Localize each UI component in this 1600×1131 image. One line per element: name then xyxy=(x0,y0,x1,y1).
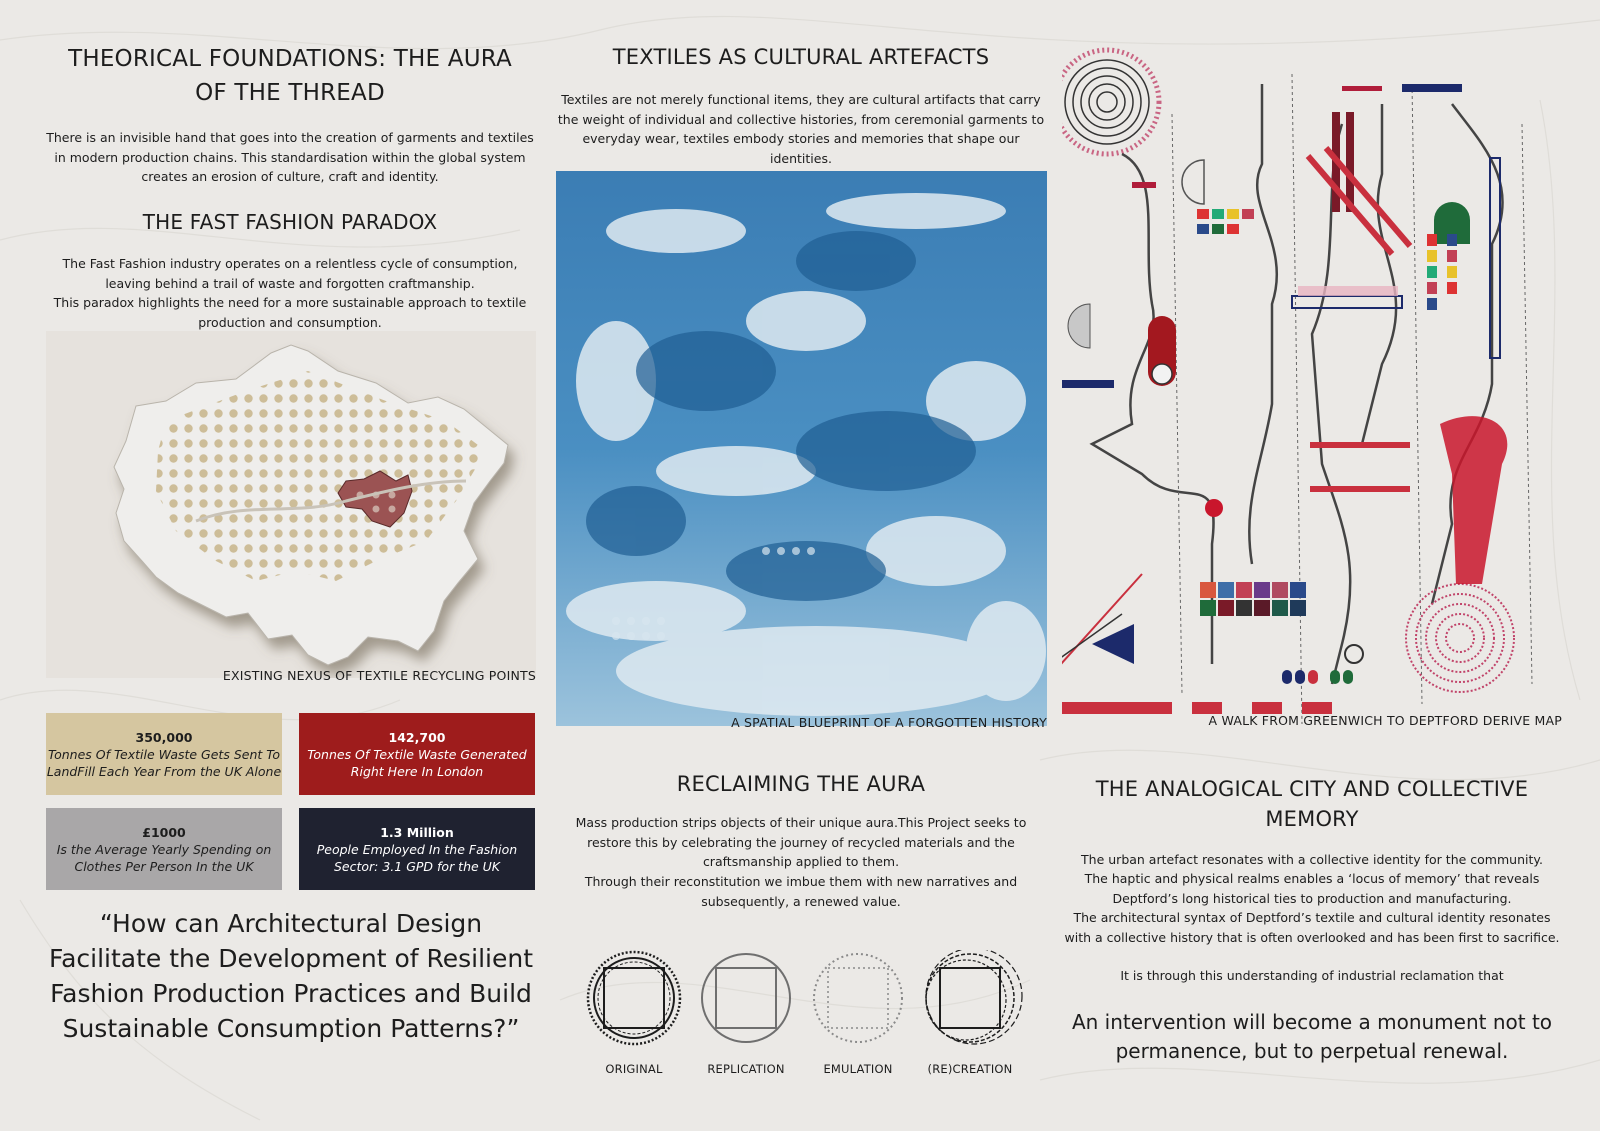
aura-circles-diagram xyxy=(566,950,1046,1050)
cyanotype-graphic xyxy=(556,171,1047,726)
original-circle-icon xyxy=(588,952,680,1044)
paradox-paragraph-2: This paradox highlights the need for a more sustainable approach to textile production and consumption. xyxy=(53,295,527,330)
stat-value: 1.3 Million xyxy=(380,824,454,840)
stat-label: Is the Average Yearly Spending on Clothes Per Person In the UK xyxy=(56,841,272,874)
london-map-graphic xyxy=(46,331,536,678)
circle-label-recreation: (RE)CREATION xyxy=(927,1062,1013,1076)
reclaiming-heading: RECLAIMING THE AURA xyxy=(676,772,926,796)
stat-box xyxy=(46,713,282,795)
stat-value: 350,000 xyxy=(135,729,193,745)
circle-label-replication: REPLICATION xyxy=(707,1062,785,1076)
stat-label: Tonnes Of Textile Waste Generated Right Here In London xyxy=(307,746,527,779)
research-question: “How can Architectural Design Facilitate the Development of Resilient Fashion Production Practices and Build Sustainable Consumption Patterns?” xyxy=(48,909,534,1043)
stat-box xyxy=(299,713,535,795)
pink-spiral-icon xyxy=(1406,584,1514,692)
derive-map xyxy=(1062,44,1562,724)
derive-map-caption: A WALK FROM GREENWICH TO DEPTFORD DERIVE MAP xyxy=(1208,713,1562,728)
analogical-paragraph-2: The haptic and physical realms enables a ‘locus of memory’ that reveals Deptford’s long historical ties to production and manufacturing. xyxy=(1084,871,1540,906)
page-title: THEORICAL FOUNDATIONS: THE AURA OF THE THREAD xyxy=(68,46,512,106)
cyanotype-caption: A SPATIAL BLUEPRINT OF A FORGOTTEN HISTORY xyxy=(731,715,1047,730)
fast-fashion-heading: THE FAST FASHION PARADOX xyxy=(142,210,438,234)
stat-value: 142,700 xyxy=(388,729,446,745)
analogical-paragraph-4: It is through this understanding of industrial reclamation that xyxy=(1120,968,1504,983)
stat-box xyxy=(299,808,535,890)
stat-label: People Employed In the Fashion Sector: 3.1 GPD for the UK xyxy=(316,841,518,874)
analogical-city-heading: THE ANALOGICAL CITY AND COLLECTIVE MEMORY xyxy=(1095,777,1529,831)
closing-statement: An intervention will become a monument not to permanence, but to perpetual renewal. xyxy=(1071,1010,1553,1063)
analogical-paragraph-3: The architectural syntax of Deptford’s textile and cultural identity resonates with a collective history that is often overlooked and has been first to sacrifice. xyxy=(1064,910,1560,945)
colour-swatches-grid xyxy=(1200,582,1306,616)
stat-box xyxy=(46,808,282,890)
map-caption: EXISTING NEXUS OF TEXTILE RECYCLING POINTS xyxy=(222,668,536,683)
emulation-circle-icon xyxy=(814,954,902,1042)
reclaiming-paragraph: Mass production strips objects of their unique aura.This Project seeks to restore this by celebrating the journey of recycled materials and the craftsmanship applied to them. xyxy=(575,815,1027,869)
recreation-circle-icon xyxy=(926,950,1022,1044)
textiles-heading: TEXTILES AS CULTURAL ARTEFACTS xyxy=(612,45,990,69)
replication-circle-icon xyxy=(702,954,790,1042)
textiles-paragraph: Textiles are not merely functional items, they are cultural artifacts that carry the weight of individual and collective histories, from ceremonial garments to everyday wear, textiles embody stories and memories that shape our identities. xyxy=(557,92,1045,166)
spiral-motif-icon xyxy=(1065,60,1149,144)
reclaiming-paragraph-2: Through their reconstitution we imbue them with new narratives and subsequently, a renewed value. xyxy=(584,874,1018,909)
circle-label-emulation: EMULATION xyxy=(823,1062,893,1076)
cyanotype-image xyxy=(556,171,1047,726)
analogical-paragraph-1: The urban artefact resonates with a collective identity for the community. xyxy=(1081,852,1543,867)
paradox-paragraph: The Fast Fashion industry operates on a relentless cycle of consumption, leaving behind a trail of waste and forgotten craftmanship. xyxy=(62,256,518,291)
london-recycling-map xyxy=(46,331,536,678)
stat-value: £1000 xyxy=(142,824,186,840)
intro-paragraph: There is an invisible hand that goes into the creation of garments and textiles in modern production chains. This standardisation within the global system creates an erosion of culture, craft and identity. xyxy=(46,130,534,184)
stat-label: Tonnes Of Textile Waste Gets Sent To LandFill Each Year From the UK Alone xyxy=(46,746,282,779)
circle-label-original: ORIGINAL xyxy=(605,1062,663,1076)
